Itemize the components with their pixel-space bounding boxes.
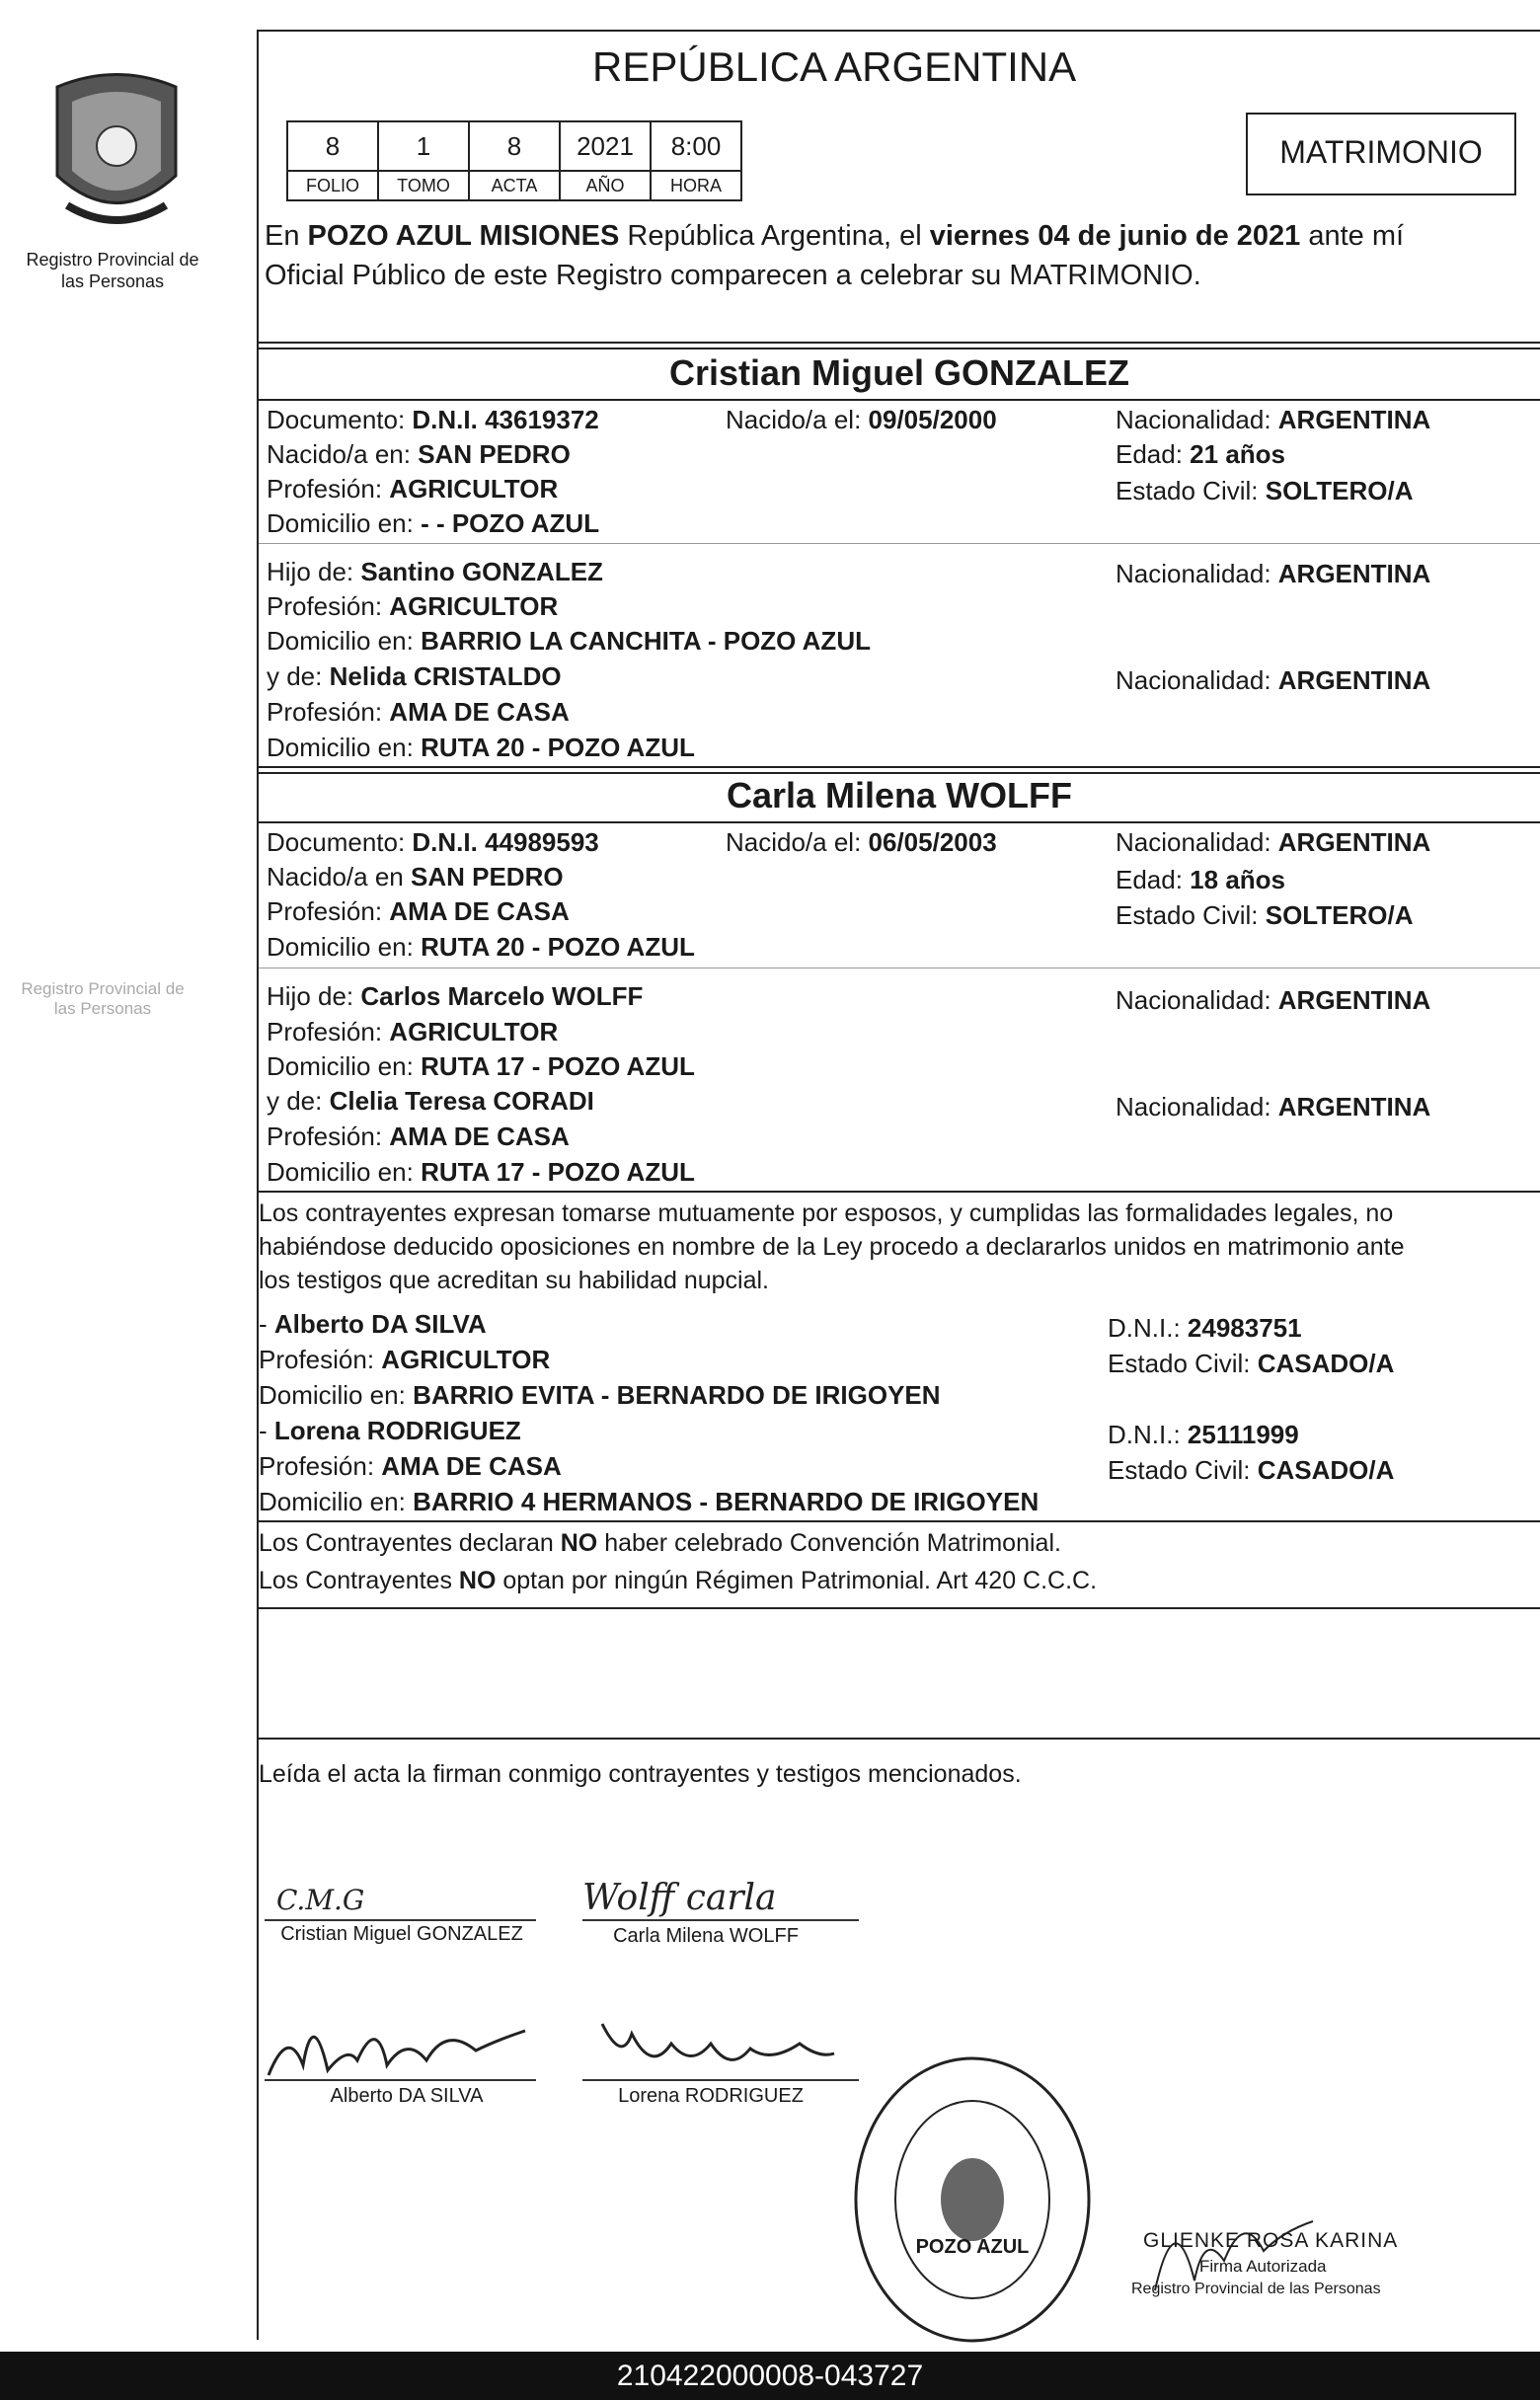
field-value: ARGENTINA [1277,559,1431,588]
field-label: Nacionalidad: [1116,827,1278,857]
doc-type-label: MATRIMONIO [1279,134,1483,170]
groom-divider [259,342,1540,349]
field-value: AGRICULTOR [389,1017,559,1046]
declaration-line-2: habiéndose deducido oposiciones en nombre de la Ley procedo a declararlos unidos en matrimonio ante [259,1233,1405,1261]
groom-father [267,555,603,588]
field-label: Estado Civil: [1108,1455,1258,1485]
field-value: RUTA 17 - POZO AZUL [421,1051,695,1081]
field-label: Profesión: [267,474,390,503]
field-value: ARGENTINA [1277,665,1431,695]
groom-name: Cristian Miguel GONZALEZ [668,352,1129,393]
groom-mother-nat [1116,663,1430,697]
field-value: RUTA 20 - POZO AZUL [421,932,695,962]
field-value: Lorena RODRIGUEZ [273,1416,521,1445]
bride-father-nat [1116,983,1430,1017]
field-value: AGRICULTOR [389,474,559,503]
document-code-footer: 210422000008-043727 [0,2352,1540,2400]
convention-text: optan por ningún Régimen Patrimonial. Art 420 C.C.C. [496,1567,1098,1594]
field-value: 18 años [1190,865,1285,894]
field-label: Estado Civil: [1116,476,1266,505]
bride-nat [1116,825,1430,859]
convention-no: NO [458,1567,497,1594]
groom-born [726,403,997,436]
bride-signature-caption: Carla Milena WOLFF [613,1925,799,1947]
field-value: AGRICULTOR [389,591,559,621]
folio-label: FOLIO [287,171,378,200]
field-value: SAN PEDRO [410,862,564,891]
field-label: Profesión: [259,1451,382,1481]
groom-birthplace [267,437,571,471]
groom-father-nat [1116,557,1430,590]
field-label: Nacionalidad: [1116,559,1278,588]
witness1-prof [259,1343,550,1376]
field-label: Edad: [1116,439,1191,469]
field-value: 24983751 [1187,1313,1302,1343]
field-value: ARGENTINA [1277,1092,1431,1122]
field-value: D.N.I. 43619372 [412,405,599,434]
frame-top-border [257,30,1540,32]
groom-father-prof [267,589,558,623]
groom-signature-caption: Cristian Miguel GONZALEZ [280,1923,523,1945]
field-label: Profesión: [259,1345,382,1374]
groom-doc [267,403,599,436]
bride-mother-nat [1116,1090,1430,1123]
bride-signature-scribble: Wolff carla [582,1878,777,1918]
closing-text: Leída el acta la firman conmigo contrayentes y testigos mencionados. [259,1760,1022,1788]
field-label: Estado Civil: [1108,1349,1258,1378]
witness2-signature-caption: Lorena RODRIGUEZ [618,2085,804,2107]
anio-label: AÑO [560,171,651,200]
field-label: Nacido/a el: [726,827,869,857]
field-label: Domicilio en: [267,932,422,962]
field-value: 09/05/2000 [868,405,997,434]
declaration-line-3: los testigos que acreditan su habilidad nupcial. [259,1267,770,1294]
field-label: Domicilio en: [267,1157,422,1187]
declaration-line-1: Los contrayentes expresan tomarse mutuamente por esposos, y cumplidas las formalidades legales, no [259,1200,1394,1227]
witness2-prof [259,1449,562,1483]
anio-value: 2021 [560,121,651,171]
witness2-dom [259,1485,1039,1518]
field-label: Domicilio en: [259,1487,414,1516]
field-label: Estado Civil: [1116,900,1266,930]
field-value: 25111999 [1187,1420,1299,1449]
folio-table [286,120,742,201]
field-value: ARGENTINA [1277,827,1431,857]
bride-age [1116,863,1285,896]
bride-dom [267,930,695,964]
groom-nat [1116,403,1430,436]
field-label: Nacido/a el: [726,405,869,434]
tomo-value: 1 [378,121,469,171]
field-value: Clelia Teresa CORADI [329,1086,594,1116]
groom-split [259,543,1540,544]
field-value: 06/05/2003 [868,827,997,857]
groom-signature-scribble: C.M.G [276,1884,365,1916]
tomo-label: TOMO [378,171,469,200]
bride-birthplace [267,860,564,893]
witness1-signature-line [265,2079,536,2081]
groom-mother-dom [267,731,695,764]
field-label: Nacionalidad: [1116,1092,1278,1122]
bride-underline [259,821,1540,823]
witness1-signature-caption: Alberto DA SILVA [330,2085,484,2107]
field-label: y de: [267,1086,330,1116]
groom-prof [267,472,558,505]
field-value: Nelida CRISTALDO [329,661,562,691]
convention-bottom-divider [259,1607,1540,1609]
official-stamp [849,2052,1096,2348]
groom-mother-prof [267,695,570,729]
field-value: AGRICULTOR [381,1345,551,1374]
field-value: AMA DE CASA [389,697,570,727]
field-label: Domicilio en: [267,733,422,762]
field-value: BARRIO EVITA - BERNARDO DE IRIGOYEN [413,1380,941,1410]
bride-father-dom [267,1049,695,1083]
intro-line-1 [265,219,1404,253]
field-value: SOLTERO/A [1265,476,1414,505]
witness2-civil [1108,1453,1394,1487]
acta-value: 8 [469,121,560,171]
convention-text: Los Contrayentes declaran [259,1529,561,1557]
groom-signature-line [265,1919,536,1921]
convention-line-2 [259,1564,1097,1597]
field-label: Hijo de: [267,981,361,1011]
bride-signature-line [582,1919,859,1921]
witness2-dni [1108,1418,1299,1451]
hora-value: 8:00 [651,121,741,171]
groom-dom [267,506,599,540]
witness2-signature-scribble [582,2004,849,2083]
field-label: Domicilio en: [267,508,422,538]
intro-line-2: Oficial Público de este Registro comparecen a celebrar su MATRIMONIO. [265,260,1201,291]
field-label: Profesión: [267,1122,390,1151]
convention-divider [259,1520,1540,1522]
bride-name: Carla Milena WOLFF [726,775,1073,815]
field-label: Domicilio en: [267,626,422,656]
groom-civil [1116,474,1413,507]
province-seal [38,67,195,235]
intro-text: En [265,220,308,252]
witness1-dom [259,1378,941,1412]
bride-prof [267,894,570,928]
list-prefix: - [259,1416,274,1445]
field-value: Santino GONZALEZ [360,557,603,586]
field-label: Nacido/a en: [267,439,419,469]
field-value: D.N.I. 44989593 [412,827,599,857]
field-value: ARGENTINA [1277,985,1431,1015]
groom-age [1116,437,1285,471]
field-value: CASADO/A [1257,1349,1395,1378]
field-label: Domicilio en: [259,1380,414,1410]
field-label: Nacionalidad: [1116,665,1278,695]
witness1-name [259,1307,487,1341]
intro-text: República Argentina, el [619,220,930,252]
bride-born [726,825,997,859]
field-label: Nacido/a en [267,862,411,891]
field-label: Profesión: [267,1017,390,1046]
field-label: Edad: [1116,865,1191,894]
intro-place: POZO AZUL MISIONES [307,220,620,252]
field-label: Profesión: [267,591,390,621]
groom-father-dom [267,624,871,658]
bride-doc [267,825,599,859]
field-value: AMA DE CASA [389,896,570,926]
convention-text: Los Contrayentes [259,1567,459,1594]
country-title: REPÚBLICA ARGENTINA [592,43,1077,90]
groom-mother [267,659,562,693]
field-value: SAN PEDRO [418,439,571,469]
bride-mother [267,1084,594,1118]
bride-mother-dom [267,1155,695,1189]
groom-underline [259,399,1540,401]
folio-value: 8 [287,121,378,171]
intro-text: ante mí [1300,220,1405,252]
registry-caption: Registro Provincial de las Personas [26,250,199,291]
list-prefix: - [259,1309,274,1339]
witness2-signature-line [582,2079,859,2081]
witness1-signature-scribble [259,1986,535,2085]
bride-divider [259,766,1540,774]
field-value: BARRIO LA CANCHITA - POZO AZUL [421,626,871,656]
stamp-place: POZO AZUL [915,2236,1030,2258]
convention-text: haber celebrado Convención Matrimonial. [597,1529,1061,1557]
official-name: GLIENKE ROSA KARINA [1143,2229,1399,2252]
witness1-civil [1108,1347,1394,1380]
witness1-dni [1108,1311,1302,1345]
field-value: 21 años [1190,439,1285,469]
field-value: BARRIO 4 HERMANOS - BERNARDO DE IRIGOYEN [413,1487,1040,1516]
field-value: AMA DE CASA [389,1122,570,1151]
bride-mother-prof [267,1120,570,1153]
field-label: Domicilio en: [267,1051,422,1081]
field-label: Nacionalidad: [1116,405,1278,434]
field-value: AMA DE CASA [381,1451,562,1481]
witness2-name [259,1414,521,1447]
field-label: y de: [267,661,330,691]
field-label: Profesión: [267,697,390,727]
bride-father [267,979,643,1013]
field-value: CASADO/A [1257,1455,1395,1485]
field-label: D.N.I.: [1108,1420,1188,1449]
field-value: Alberto DA SILVA [273,1309,487,1339]
field-value: RUTA 17 - POZO AZUL [421,1157,695,1187]
registry-caption-faded: Registro Provincial de las Personas [21,979,185,1018]
acta-label: ACTA [469,171,560,200]
field-label: Documento: [267,827,413,857]
field-value: SOLTERO/A [1265,900,1414,930]
field-value: - - POZO AZUL [421,508,600,538]
field-value: RUTA 20 - POZO AZUL [421,733,695,762]
intro-date: viernes 04 de junio de 2021 [929,220,1301,252]
field-label: Documento: [267,405,413,434]
declaration-divider [259,1191,1540,1193]
field-value: ARGENTINA [1277,405,1431,434]
hora-label: HORA [651,171,741,200]
official-role: Firma Autorizada [1199,2257,1327,2276]
official-org: Registro Provincial de las Personas [1131,2281,1381,2297]
convention-no: NO [560,1529,598,1557]
bride-civil [1116,898,1413,932]
bride-father-prof [267,1015,558,1048]
field-label: D.N.I.: [1108,1313,1188,1343]
field-label: Nacionalidad: [1116,985,1278,1015]
field-value: Carlos Marcelo WOLFF [360,981,644,1011]
closing-divider [259,1738,1540,1740]
convention-line-1 [259,1526,1061,1560]
field-label: Hijo de: [267,557,361,586]
field-label: Profesión: [267,896,390,926]
